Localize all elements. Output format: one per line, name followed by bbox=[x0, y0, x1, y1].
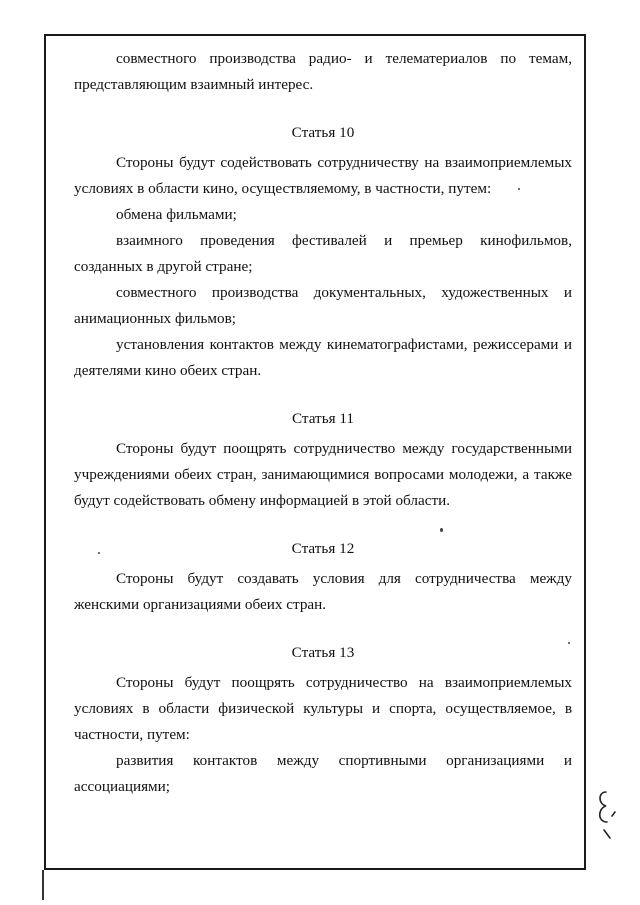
document-body bbox=[74, 46, 572, 800]
scan-speck bbox=[98, 552, 100, 554]
scan-speck bbox=[440, 528, 443, 532]
article-10-paragraph: обмена фильмами; bbox=[116, 206, 237, 223]
article-13-paragraph: развития контактов между спортивными организациями и ассоциациями; bbox=[74, 752, 572, 795]
scan-speck bbox=[518, 188, 520, 190]
handwritten-page-number bbox=[592, 784, 622, 854]
article-10-paragraph: установления контактов между кинематографистами, режиссерами и деятелями кино обеих стран. bbox=[74, 336, 572, 379]
scan-edge-line bbox=[42, 870, 44, 900]
intro-paragraph: совместного производства радио- и телематериалов по темам, представляющим взаимный интерес. bbox=[74, 50, 572, 93]
article-11-heading: Статья 11 bbox=[291, 410, 355, 427]
article-10-paragraph: взаимного проведения фестивалей и премьер кинофильмов, созданных в другой стране; bbox=[74, 232, 572, 275]
article-13-heading: Статья 13 bbox=[291, 644, 355, 661]
article-11-paragraph: Стороны будут поощрять сотрудничество между государственными учреждениями обеих стран, занимающимися вопросами молодежи, а также будут содействовать обмену информацией в этой области. bbox=[74, 440, 572, 509]
article-10-paragraph: Стороны будут содействовать сотрудничеству на взаимоприемлемых условиях в области кино, осуществляемому, в частности, путем: bbox=[74, 154, 572, 197]
article-12-heading: Статья 12 bbox=[291, 540, 355, 557]
scan-speck bbox=[568, 642, 570, 644]
article-10-heading: Статья 10 bbox=[291, 124, 355, 141]
article-12-paragraph: Стороны будут создавать условия для сотрудничества между женскими организациями обеих стран. bbox=[74, 570, 572, 613]
article-13-paragraph: Стороны будут поощрять сотрудничество на взаимоприемлемых условиях в области физической культуры и спорта, осуществляемое, в частности, путем: bbox=[74, 674, 572, 743]
article-10-paragraph: совместного производства документальных, художественных и анимационных фильмов; bbox=[74, 284, 572, 327]
